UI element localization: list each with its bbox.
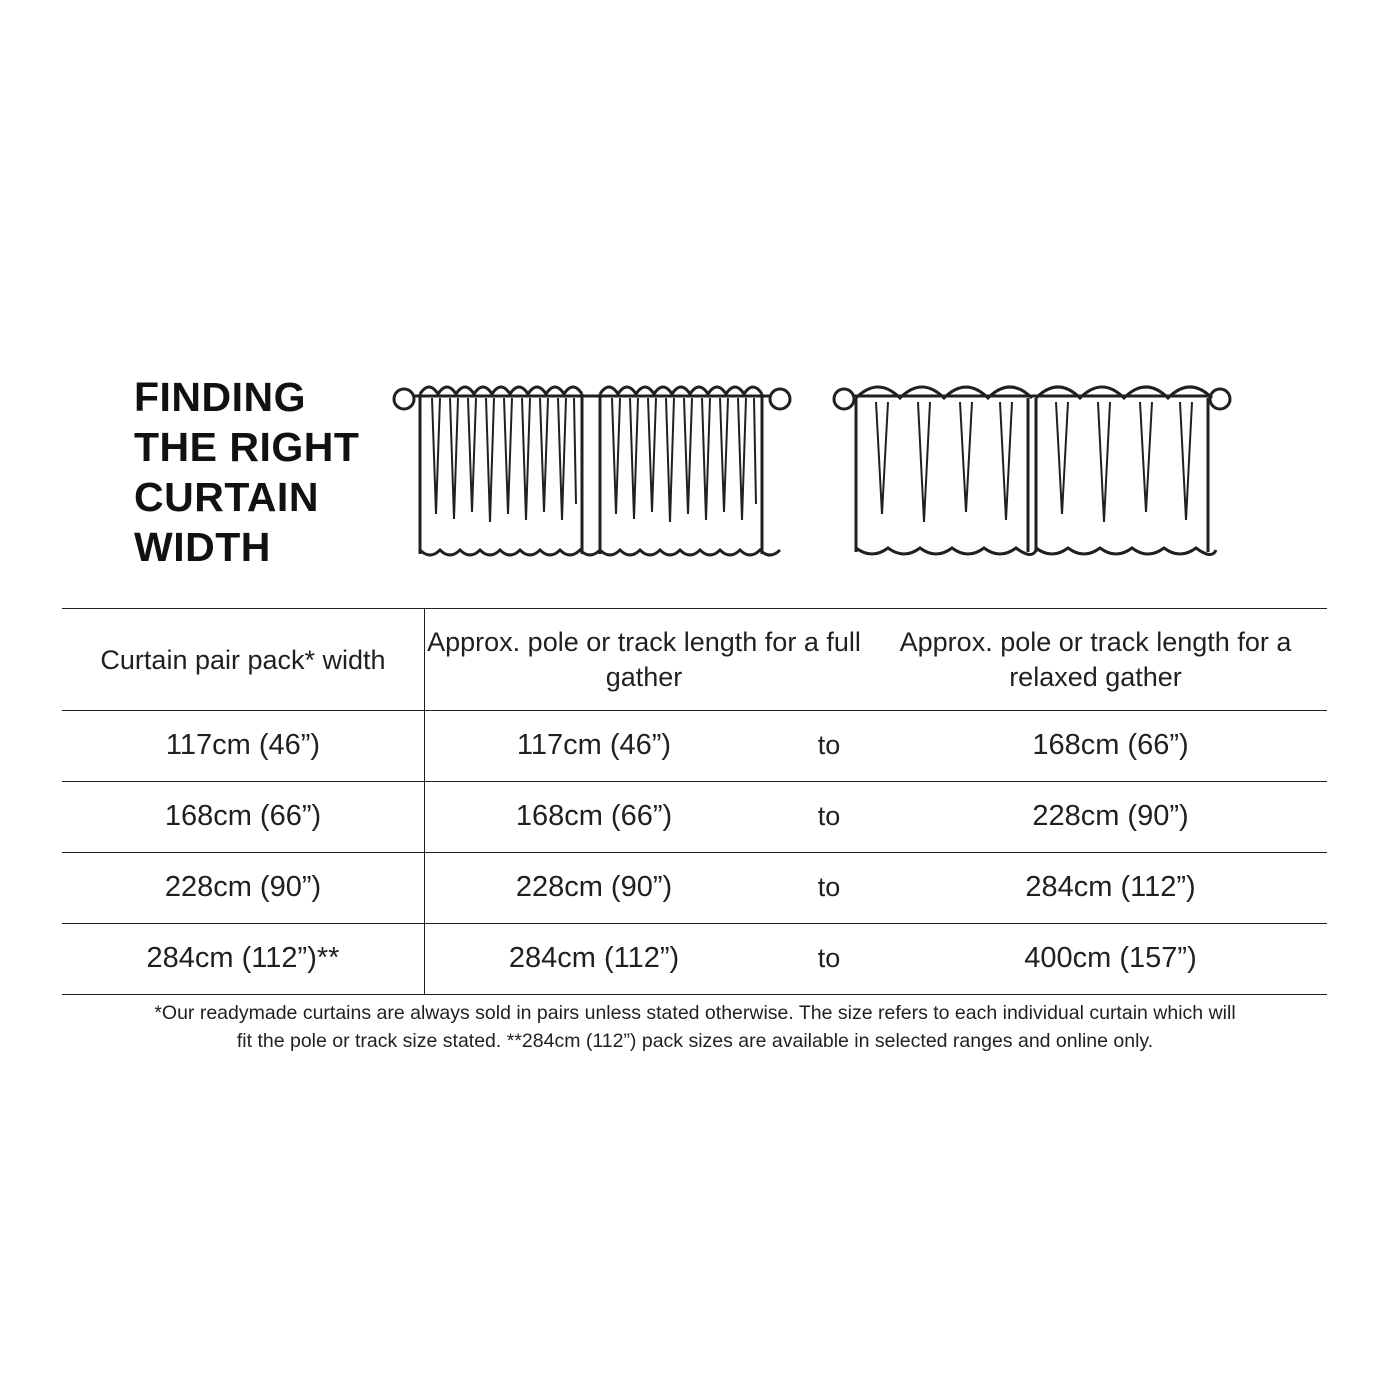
cell-joiner: to [817,801,841,831]
footnote: *Our readymade curtains are always sold in pairs unless stated otherwise. The size refers to each individual curtain which will fit the pole or track size stated. **284cm (112”) pack sizes are available in selected ranges and online only. [154,1002,1236,1052]
cell-relaxed-gather: 168cm (66”) [1032,729,1189,761]
column-header-pack-width-label: Curtain pair pack* width [100,644,386,675]
cell-full-gather: 117cm (46”) [516,729,672,761]
column-header-full-gather [424,625,864,694]
page-title: FINDING THE RIGHT CURTAIN WIDTH [134,374,360,571]
table-rule-top [62,608,1327,609]
cell-full-gather: 228cm (90”) [515,871,673,903]
cell-full-gather: 168cm (66”) [515,800,673,832]
cell-joiner: to [817,943,841,973]
relaxed-gather-curtain-illustration [832,364,1232,579]
cell-joiner: to [817,730,841,760]
table-header-row [62,610,1327,710]
cell-pack-width: 228cm (90”) [164,871,322,903]
column-header-pack-width [62,643,424,678]
cell-pack-width: 284cm (112”)** [146,942,340,974]
full-gather-curtain-illustration [392,364,792,579]
table-row [62,923,1327,994]
column-header-relaxed-gather-label: Approx. pole or track length for a relaxed gather [899,627,1292,692]
table-rule-bottom [62,994,1327,995]
table-row [62,852,1327,923]
cell-relaxed-gather: 228cm (90”) [1032,800,1189,832]
cell-pack-width: 117cm (46”) [165,729,321,761]
cell-relaxed-gather: 400cm (157”) [1024,942,1197,974]
title-block [62,360,392,572]
cell-pack-width: 168cm (66”) [164,800,322,832]
column-header-full-gather-label: Approx. pole or track length for a full gather [427,627,861,692]
cell-joiner: to [817,872,841,902]
cell-relaxed-gather: 284cm (112”) [1025,871,1196,903]
table-row [62,710,1327,781]
table-row [62,781,1327,852]
cell-full-gather: 284cm (112”) [508,942,680,974]
header [62,360,1327,608]
illustrations [392,360,1327,579]
column-header-relaxed-gather [864,625,1327,694]
